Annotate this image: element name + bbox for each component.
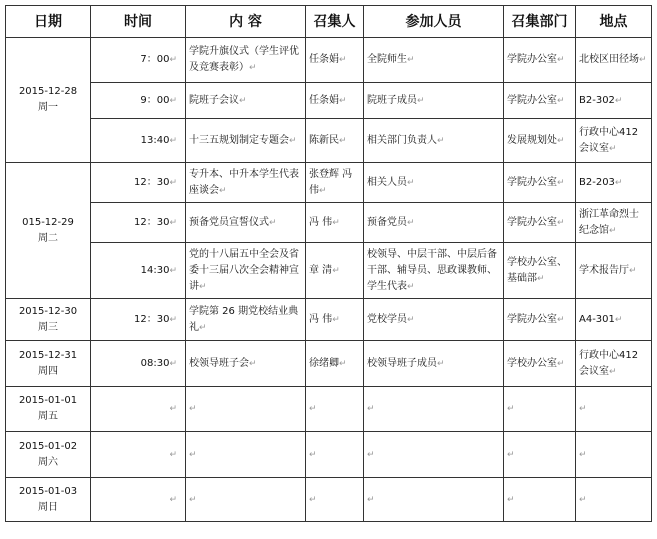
department-cell-text: 学院办公室: [507, 54, 557, 65]
weekday-text: 周六: [38, 456, 58, 468]
time-cell: [91, 119, 186, 163]
participants-cell-text: 党校学员: [367, 313, 407, 325]
place-cell-text: A4-301: [579, 313, 615, 325]
paragraph-mark: ↵: [189, 494, 197, 505]
content-cell-text: 学院第 26 期党校结业典礼: [189, 305, 299, 333]
place-cell-text: 行政中心412会议室: [579, 126, 639, 154]
convener-cell-text: 冯 伟: [309, 313, 333, 325]
paragraph-mark: ↵: [407, 217, 415, 228]
paragraph-mark: ↵: [309, 449, 317, 460]
paragraph-mark: ↵: [557, 177, 565, 188]
paragraph-mark: ↵: [309, 404, 317, 414]
convener-cell: [306, 119, 364, 163]
table-row: [6, 432, 652, 478]
meeting-schedule-table: [5, 5, 652, 522]
content-cell: [186, 119, 306, 163]
place-cell: [576, 83, 652, 119]
department-cell-text: 学院办公室: [507, 94, 557, 106]
paragraph-mark: ↵: [219, 185, 227, 196]
place-cell-text: 行政中心412会议室: [579, 349, 639, 377]
date-text: 2015-12-30: [18, 305, 78, 317]
place-cell: [576, 478, 652, 522]
paragraph-mark: ↵: [557, 314, 565, 325]
convener-cell-text: 章 清: [309, 264, 333, 276]
time-cell: [91, 83, 186, 119]
paragraph-mark: ↵: [579, 404, 587, 414]
paragraph-mark: ↵: [269, 217, 277, 228]
convener-cell: [306, 38, 364, 83]
convener-cell: [306, 163, 364, 203]
paragraph-mark: ↵: [639, 55, 647, 65]
time-cell-text: 14:30: [140, 264, 170, 276]
weekday-text: 周二: [38, 232, 58, 244]
weekday-text: 周四: [38, 365, 58, 377]
table-row: [6, 83, 652, 119]
weekday-text: 周一: [38, 102, 58, 113]
participants-cell-text: 院班子成员: [367, 94, 417, 106]
date-cell: [6, 299, 91, 341]
weekday-text: 周三: [38, 321, 58, 333]
table-row: [6, 478, 652, 522]
time-cell: [91, 243, 186, 299]
paragraph-mark: ↵: [332, 314, 340, 325]
content-cell: [186, 203, 306, 243]
table-row: [6, 243, 652, 299]
participants-cell-text: 相关人员: [367, 176, 407, 188]
time-cell-text: 13:40: [140, 134, 170, 146]
participants-cell-text: 全院师生: [367, 54, 407, 65]
convener-cell: [306, 341, 364, 387]
place-cell-text: 学术报告厅: [579, 264, 629, 276]
department-cell: [504, 83, 576, 119]
paragraph-mark: ↵: [507, 404, 515, 414]
place-cell: [576, 341, 652, 387]
paragraph-mark: ↵: [319, 185, 327, 196]
participants-cell-text: 校领导、中层干部、中层后备干部、辅导员、思政课教师、学生代表: [367, 248, 497, 292]
time-cell-text: 7：00: [140, 54, 170, 65]
place-cell: [576, 119, 652, 163]
paragraph-mark: ↵: [407, 177, 415, 188]
participants-cell-text: 预备党员: [367, 216, 407, 228]
paragraph-mark: ↵: [189, 449, 197, 460]
place-cell-text: 浙江革命烈士纪念馆: [579, 208, 639, 236]
weekday-text: 周日: [38, 501, 58, 513]
paragraph-mark: ↵: [609, 366, 617, 377]
convener-cell-text: 陈新民: [309, 134, 339, 146]
department-cell-text: 学院办公室: [507, 216, 557, 228]
place-cell: [576, 163, 652, 203]
paragraph-mark: ↵: [437, 135, 445, 146]
table-row: [6, 299, 652, 341]
table-row: [6, 119, 652, 163]
paragraph-mark: ↵: [557, 217, 565, 228]
participants-cell: [364, 299, 504, 341]
department-cell: [504, 203, 576, 243]
date-text: 2015-01-02: [18, 440, 78, 452]
paragraph-mark: ↵: [367, 404, 375, 414]
header-row: [6, 6, 652, 38]
paragraph-mark: ↵: [367, 494, 375, 505]
paragraph-mark: ↵: [614, 95, 623, 106]
content-cell: [186, 478, 306, 522]
time-cell: [91, 432, 186, 478]
paragraph-mark: ↵: [609, 225, 617, 236]
paragraph-mark: ↵: [169, 404, 177, 414]
paragraph-mark: ↵: [614, 177, 623, 188]
paragraph-mark: ↵: [367, 449, 375, 460]
department-cell-text: 学院办公室: [507, 313, 557, 325]
convener-cell: [306, 387, 364, 432]
department-cell: [504, 38, 576, 83]
paragraph-mark: ↵: [169, 135, 177, 146]
convener-cell-text: 任条娟: [309, 94, 339, 106]
convener-cell: [306, 243, 364, 299]
paragraph-mark: ↵: [407, 314, 415, 325]
participants-cell: [364, 203, 504, 243]
paragraph-mark: ↵: [614, 314, 623, 325]
paragraph-mark: ↵: [609, 143, 617, 154]
place-cell: [576, 38, 652, 83]
department-cell-text: 学院办公室: [507, 176, 557, 188]
paragraph-mark: ↵: [169, 449, 177, 460]
table-row: [6, 163, 652, 203]
convener-cell-text: 冯 伟: [309, 216, 333, 228]
header-convener: 召集人: [306, 6, 364, 38]
table-row: [6, 387, 652, 432]
content-cell: [186, 299, 306, 341]
table-row: [6, 38, 652, 83]
time-cell: [91, 299, 186, 341]
paragraph-mark: ↵: [537, 273, 545, 284]
place-cell: [576, 299, 652, 341]
place-cell-text: B2-302: [579, 94, 615, 106]
paragraph-mark: ↵: [332, 265, 340, 276]
time-cell: [91, 203, 186, 243]
paragraph-mark: ↵: [169, 314, 177, 325]
content-cell: [186, 387, 306, 432]
content-cell: [186, 38, 306, 83]
schedule-body: [6, 38, 652, 522]
content-cell: [186, 163, 306, 203]
participants-cell: [364, 387, 504, 432]
place-cell: [576, 387, 652, 432]
date-text: 2015-12-28: [18, 86, 78, 97]
time-cell: [91, 163, 186, 203]
paragraph-mark: ↵: [239, 95, 247, 106]
place-cell: [576, 203, 652, 243]
participants-cell-text: 相关部门负责人: [367, 134, 437, 146]
content-cell: [186, 341, 306, 387]
paragraph-mark: ↵: [169, 217, 177, 228]
paragraph-mark: ↵: [437, 358, 445, 369]
paragraph-mark: ↵: [407, 55, 415, 65]
header-date: 日期: [6, 6, 91, 38]
table-row: [6, 203, 652, 243]
convener-cell-text: 任条娟: [309, 54, 339, 65]
place-cell-text: B2-203: [579, 176, 615, 188]
department-cell: [504, 119, 576, 163]
paragraph-mark: ↵: [249, 63, 257, 73]
participants-cell: [364, 478, 504, 522]
paragraph-mark: ↵: [407, 281, 415, 292]
content-cell-text: 预备党员宣誓仪式: [189, 216, 269, 228]
paragraph-mark: ↵: [579, 449, 587, 460]
paragraph-mark: ↵: [629, 265, 637, 276]
paragraph-mark: ↵: [339, 95, 347, 106]
header-time: 时间: [91, 6, 186, 38]
paragraph-mark: ↵: [169, 177, 177, 188]
date-text: 2015-01-03: [18, 485, 78, 497]
participants-cell: [364, 243, 504, 299]
paragraph-mark: ↵: [417, 95, 425, 106]
participants-cell: [364, 163, 504, 203]
convener-cell-text: 张登辉 冯 伟: [309, 168, 353, 196]
paragraph-mark: ↵: [169, 494, 177, 505]
time-cell: [91, 38, 186, 83]
paragraph-mark: ↵: [557, 95, 565, 106]
date-cell: [6, 38, 91, 163]
paragraph-mark: ↵: [507, 494, 515, 505]
header-participants: 参加人员: [364, 6, 504, 38]
date-cell: [6, 478, 91, 522]
content-cell: [186, 243, 306, 299]
paragraph-mark: ↵: [189, 404, 197, 414]
date-cell: [6, 387, 91, 432]
time-cell: [91, 478, 186, 522]
content-cell: [186, 432, 306, 478]
date-cell: [6, 341, 91, 387]
content-cell-text: 学院升旗仪式（学生评优及竞赛表彰）: [189, 46, 299, 73]
content-cell-text: 十三五规划制定专题会: [189, 134, 289, 146]
participants-cell: [364, 83, 504, 119]
department-cell: [504, 163, 576, 203]
content-cell-text: 党的十八届五中全会及省委十三届八次全会精神宣讲: [189, 248, 299, 292]
convener-cell: [306, 203, 364, 243]
place-cell: [576, 432, 652, 478]
content-cell-text: 校领导班子会: [189, 357, 249, 369]
paragraph-mark: ↵: [339, 135, 347, 146]
time-cell-text: 12：30: [134, 313, 170, 325]
time-cell-text: 12：30: [134, 216, 170, 228]
content-cell-text: 院班子会议: [189, 94, 239, 106]
time-cell-text: 9：00: [140, 94, 170, 106]
participants-cell: [364, 341, 504, 387]
time-cell: [91, 387, 186, 432]
convener-cell: [306, 83, 364, 119]
convener-cell: [306, 299, 364, 341]
paragraph-mark: ↵: [557, 135, 565, 146]
convener-cell-text: 徐绪卿: [309, 357, 339, 369]
department-cell: [504, 243, 576, 299]
paragraph-mark: ↵: [507, 449, 515, 460]
paragraph-mark: ↵: [249, 358, 257, 369]
paragraph-mark: ↵: [332, 217, 340, 228]
department-cell: [504, 387, 576, 432]
paragraph-mark: ↵: [339, 55, 347, 65]
place-cell-text: 北校区田径场: [579, 54, 639, 65]
paragraph-mark: ↵: [557, 55, 565, 65]
department-cell: [504, 299, 576, 341]
paragraph-mark: ↵: [289, 135, 297, 146]
participants-cell-text: 校领导班子成员: [367, 357, 437, 369]
paragraph-mark: ↵: [169, 95, 177, 106]
paragraph-mark: ↵: [557, 358, 565, 369]
department-cell-text: 学校办公室: [507, 357, 557, 369]
paragraph-mark: ↵: [169, 358, 177, 369]
time-cell-text: 12：30: [134, 176, 170, 188]
participants-cell: [364, 38, 504, 83]
content-cell: [186, 83, 306, 119]
table-row: [6, 341, 652, 387]
date-text: 2015-01-01: [18, 395, 78, 406]
paragraph-mark: ↵: [309, 494, 317, 505]
weekday-text: 周五: [38, 411, 58, 422]
header-place: 地点: [576, 6, 652, 38]
department-cell: [504, 341, 576, 387]
department-cell-text: 学校办公室、基础部: [507, 256, 567, 284]
date-cell: [6, 163, 91, 299]
convener-cell: [306, 478, 364, 522]
paragraph-mark: ↵: [169, 55, 177, 65]
paragraph-mark: ↵: [199, 322, 207, 333]
department-cell: [504, 432, 576, 478]
convener-cell: [306, 432, 364, 478]
department-cell: [504, 478, 576, 522]
time-cell-text: 08:30: [140, 357, 170, 369]
paragraph-mark: ↵: [169, 265, 177, 276]
department-cell-text: 发展规划处: [507, 134, 557, 146]
paragraph-mark: ↵: [339, 358, 347, 369]
date-text: 2015-12-31: [18, 349, 78, 361]
participants-cell: [364, 119, 504, 163]
participants-cell: [364, 432, 504, 478]
time-cell: [91, 341, 186, 387]
place-cell: [576, 243, 652, 299]
content-cell-text: 专升本、中升本学生代表座谈会: [189, 168, 299, 196]
header-content: 内 容: [186, 6, 306, 38]
header-department: 召集部门: [504, 6, 576, 38]
date-cell: [6, 432, 91, 478]
paragraph-mark: ↵: [199, 281, 207, 292]
date-text: 015-12-29: [22, 216, 74, 228]
paragraph-mark: ↵: [579, 494, 587, 505]
